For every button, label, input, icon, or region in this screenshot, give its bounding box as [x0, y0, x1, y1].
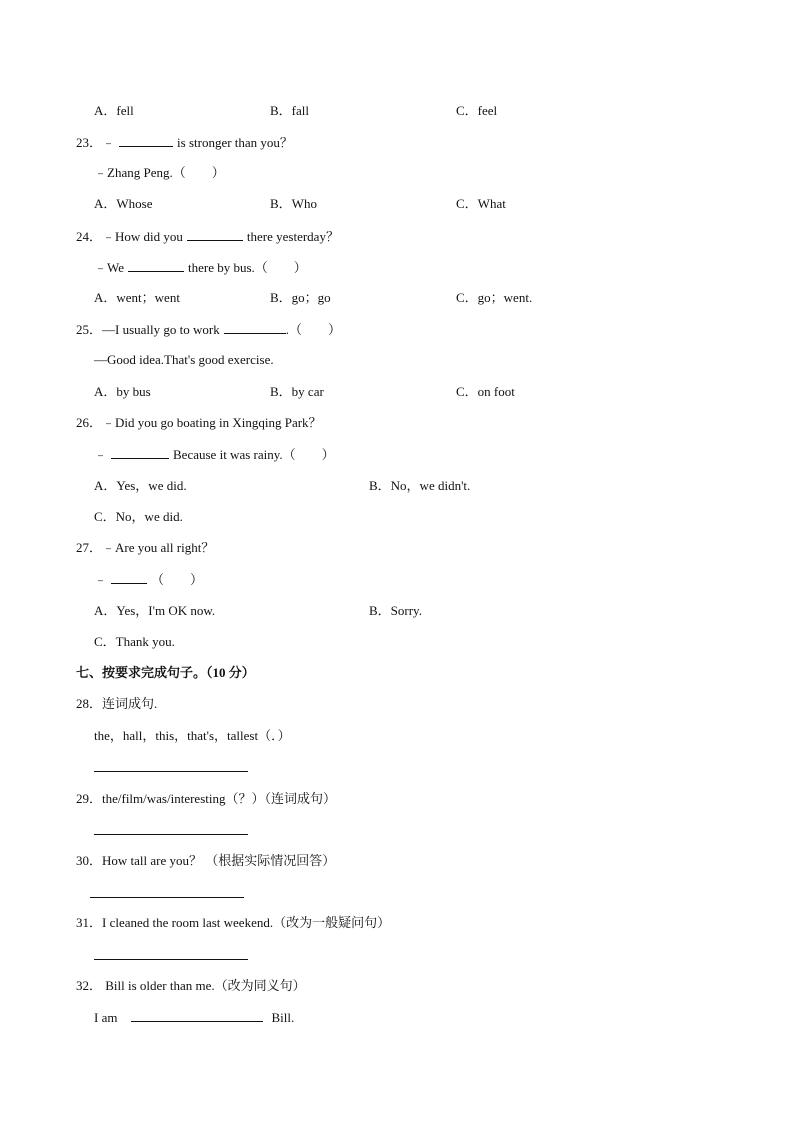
answer-blank[interactable]	[111, 446, 169, 459]
option-a: A．Yes，I'm OK now.	[94, 603, 216, 618]
answer-blank[interactable]	[131, 1009, 263, 1022]
question-number: 24．	[76, 229, 103, 244]
reply-text: （ ）	[151, 572, 204, 587]
reply-23: ﹣Zhang Peng.（ ）	[94, 165, 225, 180]
reply-27	[94, 571, 203, 588]
reply-24	[94, 259, 307, 276]
option-c: C．on foot	[456, 384, 515, 399]
question-number: 25．	[76, 322, 103, 337]
option-a: A．by bus	[94, 384, 151, 399]
question-number: 27．	[76, 540, 103, 555]
question-26	[76, 415, 322, 431]
answer-line[interactable]	[90, 897, 244, 898]
option-b: B．No，we didn't.	[369, 478, 471, 493]
question-31: 31．I cleaned the room last weekend.（改为一般疑问句）	[76, 915, 391, 930]
reply-text: ﹣	[94, 447, 108, 462]
question-text: —I usually go to work	[102, 322, 220, 337]
option-c: C．What	[456, 196, 506, 211]
question-32: 32． Bill is older than me.（改为同义句）	[76, 978, 306, 993]
question-number: 26．	[76, 415, 103, 430]
option-a: A．Whose	[94, 196, 153, 211]
reply-26	[94, 446, 335, 463]
dash: ﹣	[102, 135, 116, 150]
answer-blank[interactable]	[187, 228, 243, 241]
question-29: 29．the/film/was/interesting（？）（连词成句）	[76, 791, 336, 806]
question-text: ﹣How did you	[102, 229, 183, 244]
question-23	[76, 134, 293, 151]
reply-text: there by bus.（ ）	[188, 260, 307, 275]
sentence-text: Bill.	[271, 1010, 295, 1025]
question-text: there yesterday？	[246, 229, 339, 244]
answer-blank[interactable]	[119, 134, 173, 147]
option-b: B．Sorry.	[369, 603, 422, 618]
option-b: B．fall	[270, 103, 309, 118]
question-text: ﹣Did you go boating in Xingqing Park？	[102, 415, 322, 430]
option-c: C．go；went.	[456, 290, 533, 305]
option-a: A．fell	[94, 103, 134, 118]
option-c: C．feel	[456, 103, 498, 118]
reply-text: ﹣We	[94, 260, 124, 275]
sentence-text: I am	[94, 1010, 118, 1025]
reply-text: ﹣	[94, 572, 108, 587]
answer-line[interactable]	[94, 834, 248, 835]
answer-blank[interactable]	[111, 571, 147, 584]
reply-25: —Good idea.That's good exercise.	[94, 352, 274, 367]
question-28: 28．连词成句.	[76, 696, 158, 711]
question-25	[76, 321, 341, 338]
answer-blank[interactable]	[224, 321, 286, 334]
word-list: the，hall，this，that's，tallest（．）	[94, 728, 291, 743]
answer-blank[interactable]	[128, 259, 184, 272]
question-30: 30．How tall are you？ （根据实际情况回答）	[76, 853, 336, 868]
question-27	[76, 540, 214, 556]
option-a: A．Yes，we did.	[94, 478, 187, 493]
option-c: C．Thank you.	[94, 634, 175, 649]
option-c: C．No，we did.	[94, 509, 183, 524]
question-text: ﹣Are you all right？	[102, 540, 215, 555]
section-title: 七、按要求完成句子。（10 分）	[76, 665, 255, 680]
question-text: is stronger than you？	[177, 135, 293, 150]
question-24	[76, 228, 339, 245]
option-a: A．went；went	[94, 290, 180, 305]
option-b: B．go；go	[270, 290, 331, 305]
option-b: B．Who	[270, 196, 317, 211]
reply-text: Because it was rainy.（ ）	[173, 447, 335, 462]
question-number: 23．	[76, 135, 103, 150]
sentence-32	[94, 1009, 294, 1026]
answer-line[interactable]	[94, 771, 248, 772]
answer-line[interactable]	[94, 959, 248, 960]
option-b: B．by car	[270, 384, 324, 399]
question-text: .（ ）	[285, 322, 341, 337]
